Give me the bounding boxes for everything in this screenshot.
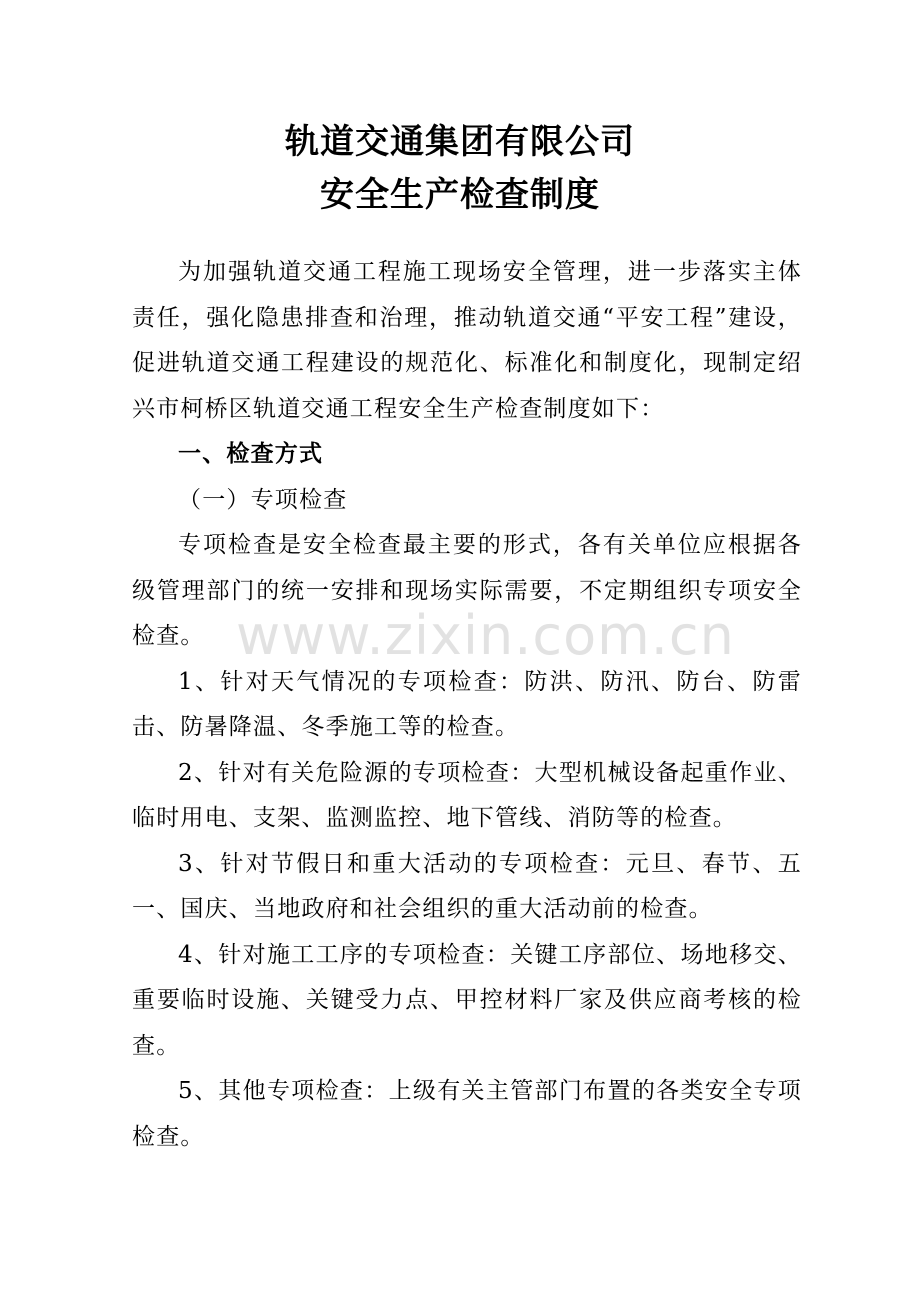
- intro-paragraph: 为加强轨道交通工程施工现场安全管理，进一步落实主体责任，强化隐患排查和治理，推动轨道交通“平安工程”建设，促进轨道交通工程建设的规范化、标准化和制度化，现制定绍兴市柯桥区轨道交通工程安全生产检查制度如下：: [132, 259, 802, 422]
- list-item-weather-inspection: 1、针对天气情况的专项检查：防洪、防汛、防台、防雷击、防暑降温、冬季施工等的检查。: [132, 668, 802, 740]
- document-title-line2: 安全生产检查制度: [320, 175, 600, 215]
- list-item-hazard-inspection: 2、针对有关危险源的专项检查：大型机械设备起重作业、临时用电、支架、监测监控、地下管线、消防等的检查。: [132, 759, 802, 831]
- section-heading-inspection-methods: 一、检查方式: [178, 441, 324, 467]
- subsection-intro-paragraph: 专项检查是安全检查最主要的形式，各有关单位应根据各级管理部门的统一安排和现场实际需要，不定期组织专项安全检查。: [132, 532, 802, 649]
- list-item-other-inspection: 5、其他专项检查：上级有关主管部门布置的各类安全专项检查。: [132, 1078, 802, 1150]
- watermark-text: www.zixin.com.cn: [236, 604, 735, 667]
- list-item-holiday-inspection: 3、针对节假日和重大活动的专项检查：元旦、春节、五一、国庆、当地政府和社会组织的重大活动前的检查。: [132, 850, 802, 922]
- list-item-process-inspection: 4、针对施工工序的专项检查：关键工序部位、场地移交、重要临时设施、关键受力点、甲控材料厂家及供应商考核的检查。: [132, 941, 802, 1059]
- subsection-heading-special-inspection: （一）专项检查: [178, 486, 348, 513]
- document-body: [132, 250, 802, 1160]
- document-title-line1: 轨道交通集团有限公司: [285, 122, 635, 162]
